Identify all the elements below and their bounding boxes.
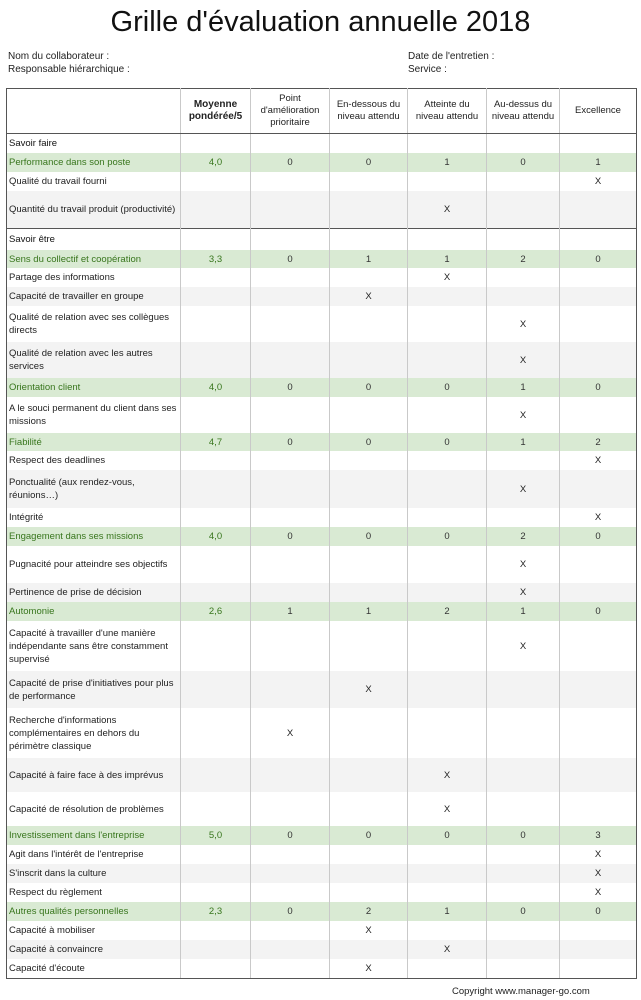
category-count: 0 (408, 826, 487, 845)
category-average: 2,3 (181, 902, 251, 921)
criterion-cell (487, 940, 560, 959)
copyright-notice: Copyright www.manager-go.com (452, 986, 590, 997)
category-row (7, 527, 637, 546)
criterion-cell (330, 583, 408, 602)
category-average: 3,3 (181, 250, 251, 268)
criterion-cell (330, 306, 408, 342)
empty-cell (487, 134, 560, 154)
criterion-average (181, 940, 251, 959)
criterion-mark: X (408, 792, 487, 826)
category-average: 4,0 (181, 527, 251, 546)
criterion-cell (487, 508, 560, 527)
criterion-cell (330, 708, 408, 758)
criterion-average (181, 397, 251, 433)
category-count: 0 (251, 902, 330, 921)
criterion-cell (330, 508, 408, 527)
criterion-row (7, 671, 637, 708)
criterion-mark: X (560, 508, 637, 527)
category-row (7, 602, 637, 621)
category-row (7, 250, 637, 268)
criterion-mark: X (487, 583, 560, 602)
criterion-cell (408, 583, 487, 602)
criterion-cell (560, 546, 637, 583)
category-label: Engagement dans ses missions (7, 527, 181, 546)
criterion-cell (560, 397, 637, 433)
criterion-average (181, 306, 251, 342)
criterion-mark: X (330, 959, 408, 979)
criterion-average (181, 172, 251, 191)
criterion-cell (408, 959, 487, 979)
criterion-row (7, 268, 637, 287)
criterion-label: Qualité de relation avec les autres services (7, 342, 181, 378)
criterion-mark: X (487, 470, 560, 508)
criterion-cell (560, 621, 637, 671)
criterion-cell (408, 342, 487, 378)
criterion-cell (330, 864, 408, 883)
criterion-cell (251, 287, 330, 306)
criterion-cell (560, 287, 637, 306)
criterion-mark: X (487, 342, 560, 378)
category-average: 5,0 (181, 826, 251, 845)
criterion-cell (560, 342, 637, 378)
criterion-label: Capacité d'écoute (7, 959, 181, 979)
criterion-label: Respect des deadlines (7, 451, 181, 470)
criterion-cell (408, 921, 487, 940)
criterion-cell (330, 883, 408, 902)
criterion-cell (487, 758, 560, 792)
criterion-label: A le souci permanent du client dans ses missions (7, 397, 181, 433)
empty-cell (408, 229, 487, 251)
criterion-cell (487, 451, 560, 470)
criterion-cell (251, 845, 330, 864)
criterion-cell (487, 864, 560, 883)
category-label: Fiabilité (7, 433, 181, 451)
category-row (7, 153, 637, 172)
criterion-cell (487, 671, 560, 708)
criterion-cell (330, 397, 408, 433)
category-average: 4,7 (181, 433, 251, 451)
header-priority: Point d'amélioration prioritaire (251, 89, 330, 134)
criterion-cell (251, 792, 330, 826)
criterion-cell (487, 959, 560, 979)
category-average: 4,0 (181, 153, 251, 172)
criterion-mark: X (560, 172, 637, 191)
criterion-mark: X (251, 708, 330, 758)
criterion-mark: X (330, 921, 408, 940)
criterion-cell (408, 845, 487, 864)
criterion-cell (251, 864, 330, 883)
criterion-cell (487, 708, 560, 758)
category-count: 0 (560, 527, 637, 546)
criterion-label: Capacité à faire face à des imprévus (7, 758, 181, 792)
criterion-label: Ponctualité (aux rendez-vous, réunions…) (7, 470, 181, 508)
category-count: 2 (408, 602, 487, 621)
criterion-cell (487, 191, 560, 229)
criterion-label: Qualité de relation avec ses collègues directs (7, 306, 181, 342)
header-empty (7, 89, 181, 134)
criterion-row (7, 864, 637, 883)
criterion-cell (330, 191, 408, 229)
criterion-row (7, 708, 637, 758)
criterion-cell (330, 758, 408, 792)
empty-cell (251, 229, 330, 251)
category-count: 0 (251, 250, 330, 268)
criterion-cell (408, 508, 487, 527)
category-row (7, 902, 637, 921)
category-count: 0 (408, 378, 487, 397)
criterion-average (181, 708, 251, 758)
criterion-row (7, 306, 637, 342)
criterion-cell (330, 342, 408, 378)
criterion-average (181, 921, 251, 940)
criterion-cell (487, 845, 560, 864)
category-count: 2 (487, 527, 560, 546)
criterion-cell (330, 268, 408, 287)
category-count: 0 (251, 826, 330, 845)
criterion-cell (251, 583, 330, 602)
category-count: 0 (408, 433, 487, 451)
criterion-cell (408, 172, 487, 191)
criterion-average (181, 671, 251, 708)
section-title: Savoir faire (7, 134, 181, 154)
criterion-label: Intégrité (7, 508, 181, 527)
criterion-average (181, 546, 251, 583)
criterion-mark: X (330, 671, 408, 708)
criterion-cell (330, 792, 408, 826)
criterion-average (181, 342, 251, 378)
criterion-average (181, 883, 251, 902)
criterion-average (181, 864, 251, 883)
criterion-mark: X (560, 845, 637, 864)
category-count: 0 (560, 250, 637, 268)
category-count: 1 (251, 602, 330, 621)
category-count: 2 (487, 250, 560, 268)
criterion-average (181, 621, 251, 671)
collaborator-label: Nom du collaborateur : (8, 51, 110, 62)
criterion-cell (560, 959, 637, 979)
category-count: 1 (408, 902, 487, 921)
criterion-cell (408, 671, 487, 708)
criterion-cell (560, 583, 637, 602)
category-label: Sens du collectif et coopération (7, 250, 181, 268)
criterion-label: Partage des informations (7, 268, 181, 287)
criterion-cell (487, 287, 560, 306)
criterion-row (7, 758, 637, 792)
criterion-cell (251, 508, 330, 527)
criterion-mark: X (560, 864, 637, 883)
criterion-cell (330, 621, 408, 671)
empty-cell (181, 134, 251, 154)
section-row (7, 229, 637, 251)
criterion-cell (487, 921, 560, 940)
category-count: 3 (560, 826, 637, 845)
criterion-cell (251, 921, 330, 940)
category-label: Autres qualités personnelles (7, 902, 181, 921)
header-met: Atteinte du niveau attendu (408, 89, 487, 134)
criterion-average (181, 758, 251, 792)
criterion-label: Capacité de prise d'initiatives pour plus de performance (7, 671, 181, 708)
criterion-cell (251, 397, 330, 433)
criterion-cell (251, 306, 330, 342)
category-count: 0 (560, 602, 637, 621)
criterion-cell (408, 451, 487, 470)
category-count: 0 (330, 826, 408, 845)
criterion-cell (330, 172, 408, 191)
criterion-cell (560, 470, 637, 508)
criterion-cell (251, 268, 330, 287)
criterion-cell (251, 172, 330, 191)
criterion-cell (560, 758, 637, 792)
criterion-cell (251, 191, 330, 229)
criterion-cell (330, 940, 408, 959)
criterion-row (7, 508, 637, 527)
criterion-cell (330, 470, 408, 508)
criterion-cell (408, 621, 487, 671)
empty-cell (560, 229, 637, 251)
category-count: 1 (408, 153, 487, 172)
criterion-average (181, 583, 251, 602)
criterion-cell (251, 342, 330, 378)
criterion-average (181, 792, 251, 826)
criterion-row (7, 583, 637, 602)
criterion-cell (560, 921, 637, 940)
criterion-label: S'inscrit dans la culture (7, 864, 181, 883)
category-count: 1 (487, 433, 560, 451)
section-row (7, 134, 637, 154)
service-label: Service : (408, 64, 447, 75)
criterion-average (181, 451, 251, 470)
category-count: 0 (330, 433, 408, 451)
criterion-cell (560, 306, 637, 342)
category-count: 0 (251, 433, 330, 451)
criterion-mark: X (487, 306, 560, 342)
criterion-row (7, 845, 637, 864)
criterion-row (7, 940, 637, 959)
empty-cell (330, 134, 408, 154)
criterion-row (7, 451, 637, 470)
criterion-label: Agit dans l'intérêt de l'entreprise (7, 845, 181, 864)
criterion-cell (330, 451, 408, 470)
criterion-row (7, 397, 637, 433)
criterion-cell (408, 306, 487, 342)
criterion-label: Capacité à mobiliser (7, 921, 181, 940)
criterion-average (181, 508, 251, 527)
criterion-row (7, 792, 637, 826)
criterion-cell (408, 546, 487, 583)
category-count: 0 (330, 527, 408, 546)
criterion-mark: X (408, 191, 487, 229)
criterion-row (7, 959, 637, 979)
category-label: Investissement dans l'entreprise (7, 826, 181, 845)
category-average: 2,6 (181, 602, 251, 621)
category-count: 0 (251, 153, 330, 172)
category-row (7, 378, 637, 397)
criterion-row (7, 172, 637, 191)
criterion-cell (251, 758, 330, 792)
criterion-average (181, 845, 251, 864)
criterion-label: Capacité de travailler en groupe (7, 287, 181, 306)
category-count: 1 (330, 602, 408, 621)
criterion-cell (560, 792, 637, 826)
manager-label: Responsable hiérarchique : (8, 64, 130, 75)
criterion-average (181, 470, 251, 508)
criterion-label: Qualité du travail fourni (7, 172, 181, 191)
criterion-cell (560, 268, 637, 287)
criterion-cell (251, 451, 330, 470)
category-row (7, 433, 637, 451)
empty-cell (330, 229, 408, 251)
criterion-row (7, 470, 637, 508)
category-row (7, 826, 637, 845)
category-count: 0 (560, 902, 637, 921)
interview-date-label: Date de l'entretien : (408, 51, 495, 62)
criterion-cell (408, 287, 487, 306)
category-count: 0 (487, 153, 560, 172)
category-count: 0 (330, 378, 408, 397)
criterion-cell (251, 546, 330, 583)
header-average: Moyenne pondérée/5 (181, 89, 251, 134)
header-below: En-dessous du niveau attendu (330, 89, 408, 134)
criterion-mark: X (487, 397, 560, 433)
criterion-cell (251, 621, 330, 671)
criterion-row (7, 921, 637, 940)
page-title: Grille d'évaluation annuelle 2018 (110, 6, 531, 38)
criterion-row (7, 621, 637, 671)
category-count: 0 (251, 527, 330, 546)
category-label: Performance dans son poste (7, 153, 181, 172)
criterion-average (181, 959, 251, 979)
meta-right (408, 50, 494, 76)
criterion-row (7, 191, 637, 229)
criterion-mark: X (408, 940, 487, 959)
category-count: 1 (487, 602, 560, 621)
criterion-cell (560, 940, 637, 959)
category-count: 1 (330, 250, 408, 268)
criterion-label: Quantité du travail produit (productivité) (7, 191, 181, 229)
criterion-cell (560, 708, 637, 758)
criterion-average (181, 191, 251, 229)
category-count: 2 (330, 902, 408, 921)
criterion-label: Capacité à convaincre (7, 940, 181, 959)
criterion-cell (487, 172, 560, 191)
criterion-label: Capacité à travailler d'une manière indépendante sans être constamment supervisé (7, 621, 181, 671)
category-count: 0 (487, 902, 560, 921)
empty-cell (560, 134, 637, 154)
category-count: 1 (408, 250, 487, 268)
criterion-average (181, 268, 251, 287)
criterion-cell (408, 708, 487, 758)
category-count: 1 (487, 378, 560, 397)
criterion-mark: X (487, 546, 560, 583)
criterion-cell (251, 470, 330, 508)
category-label: Orientation client (7, 378, 181, 397)
category-count: 0 (330, 153, 408, 172)
category-count: 0 (251, 378, 330, 397)
criterion-mark: X (487, 621, 560, 671)
meta-left (8, 50, 130, 76)
section-title: Savoir être (7, 229, 181, 251)
criterion-cell (487, 268, 560, 287)
evaluation-grid (6, 88, 637, 979)
criterion-mark: X (560, 883, 637, 902)
empty-cell (487, 229, 560, 251)
header-excellence: Excellence (560, 89, 637, 134)
grid-body (7, 134, 637, 979)
empty-cell (408, 134, 487, 154)
criterion-cell (408, 397, 487, 433)
criterion-row (7, 883, 637, 902)
criterion-row (7, 342, 637, 378)
criterion-label: Capacité de résolution de problèmes (7, 792, 181, 826)
category-count: 0 (560, 378, 637, 397)
criterion-cell (251, 671, 330, 708)
criterion-average (181, 287, 251, 306)
header-above: Au-dessus du niveau attendu (487, 89, 560, 134)
criterion-cell (487, 883, 560, 902)
criterion-row (7, 546, 637, 583)
criterion-cell (251, 883, 330, 902)
category-count: 1 (560, 153, 637, 172)
criterion-mark: X (330, 287, 408, 306)
category-count: 2 (560, 433, 637, 451)
criterion-cell (251, 940, 330, 959)
empty-cell (251, 134, 330, 154)
criterion-label: Pugnacité pour atteindre ses objectifs (7, 546, 181, 583)
criterion-cell (560, 671, 637, 708)
criterion-row (7, 287, 637, 306)
category-count: 0 (487, 826, 560, 845)
criterion-cell (408, 470, 487, 508)
criterion-cell (330, 845, 408, 864)
criterion-mark: X (408, 758, 487, 792)
category-average: 4,0 (181, 378, 251, 397)
criterion-label: Recherche d'informations complémentaires en dehors du périmètre classique (7, 708, 181, 758)
criterion-cell (487, 792, 560, 826)
criterion-cell (251, 959, 330, 979)
criterion-cell (408, 864, 487, 883)
criterion-cell (408, 883, 487, 902)
header-row (7, 89, 637, 134)
criterion-label: Respect du règlement (7, 883, 181, 902)
criterion-mark: X (408, 268, 487, 287)
empty-cell (181, 229, 251, 251)
criterion-label: Pertinence de prise de décision (7, 583, 181, 602)
criterion-cell (330, 546, 408, 583)
category-label: Automonie (7, 602, 181, 621)
criterion-mark: X (560, 451, 637, 470)
criterion-cell (560, 191, 637, 229)
category-count: 0 (408, 527, 487, 546)
